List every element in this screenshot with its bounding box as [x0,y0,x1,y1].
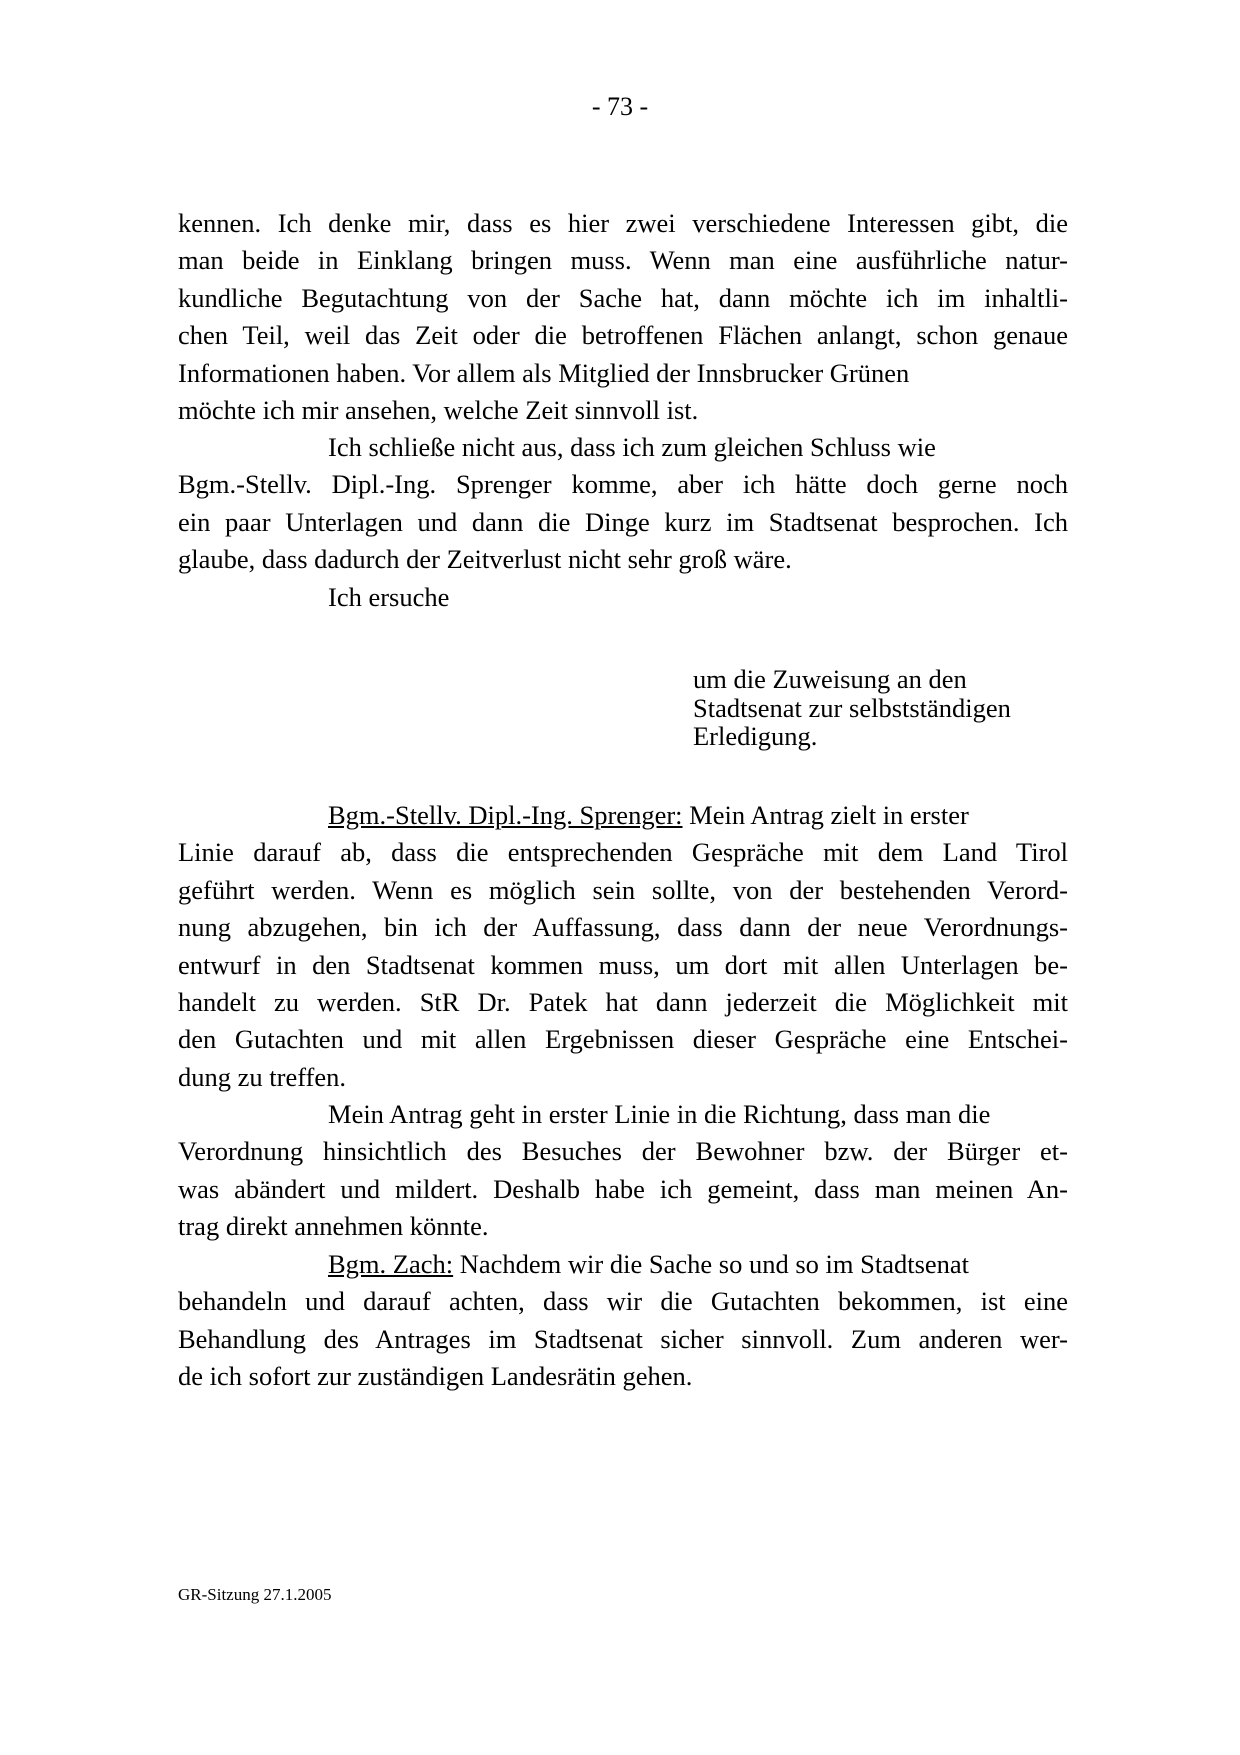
text-line: nung abzugehen, bin ich der Auffassung, dass dann der neue Verordnungs- [178,912,1068,943]
paragraph-doubt [178,429,1068,616]
text-line: Ich schließe nicht aus, dass ich zum gleichen Schluss wie [328,432,936,462]
request-line: um die Zuweisung an den [693,664,967,694]
text-line: trag direkt annehmen könnte. [178,1211,489,1242]
text-line: was abändert und mildert. Deshalb habe ich gemeint, dass man meinen An- [178,1173,1068,1204]
request-line: Erledigung. [693,721,818,751]
text-line: den Gutachten und mit allen Ergebnissen dieser Gespräche eine Entschei- [178,1024,1068,1055]
text-line: Verordnung hinsichtlich des Besuches der Bewohner bzw. der Bürger et- [178,1136,1068,1167]
text-line: kundliche Begutachtung von der Sache hat, dann möchte ich im inhaltli- [178,282,1068,313]
text-line: man beide in Einklang bringen muss. Wenn man eine ausführliche natur- [178,245,1068,276]
text-line: Mein Antrag geht in erster Linie in die Richtung, dass man die [328,1099,991,1129]
text-line [178,1246,1068,1283]
text-line: kennen. Ich denke mir, dass es hier zwei verschiedene Interessen gibt, die [178,208,1068,238]
text-line: möchte ich mir ansehen, welche Zeit sinnvoll ist. [178,395,699,426]
text-line: Bgm.-Stellv. Dipl.-Ing. Sprenger komme, aber ich hätte doch gerne noch [178,469,1068,500]
text-fragment: Nachdem wir die Sache so und so im Stadtsenat [453,1249,970,1279]
request-block [693,665,1073,751]
text-line [178,797,1068,834]
text-line: Ich ersuche [328,581,450,612]
speaker-name: Bgm. Zach: [328,1249,454,1279]
text-line: Informationen haben. Vor allem als Mitglied der Innsbrucker Grünen [178,357,910,388]
text-line: handelt zu werden. StR Dr. Patek hat dann jederzeit die Möglichkeit mit [178,987,1068,1018]
text-line: chen Teil, weil das Zeit oder die betroffenen Flächen anlangt, schon genaue [178,320,1068,351]
text-fragment: Mein Antrag zielt in erster [682,800,969,830]
speaker-name: Bgm.-Stellv. Dipl.-Ing. Sprenger: [328,800,683,830]
text-line: entwurf in den Stadtsenat kommen muss, um dort mit allen Unterlagen be- [178,949,1068,980]
text-line: glaube, dass dadurch der Zeitverlust nicht sehr groß wäre. [178,544,792,575]
page-number: - 73 - [591,92,649,121]
text-line: Linie darauf ab, dass die entsprechenden Gespräche mit dem Land Tirol [178,837,1068,868]
text-line: de ich sofort zur zuständigen Landesrätin gehen. [178,1361,693,1392]
footer-session-date: GR-Sitzung 27.1.2005 [178,1585,332,1604]
paragraph-zach [178,1246,1068,1396]
text-line: geführt werden. Wenn es möglich sein sollte, von der bestehenden Verord- [178,874,1068,905]
paragraph-continuation [178,205,1068,429]
paragraph-sprenger [178,797,1068,1096]
text-line: dung zu treffen. [178,1061,347,1092]
text-line: Behandlung des Antrages im Stadtsenat sicher sinnvoll. Zum anderen wer- [178,1323,1068,1354]
paragraph-antrag [178,1096,1068,1246]
text-line: ein paar Unterlagen und dann die Dinge kurz im Stadtsenat besprochen. Ich [178,506,1068,537]
request-line: Stadtsenat zur selbstständigen [693,692,1011,723]
text-line: behandeln und darauf achten, dass wir die Gutachten bekommen, ist eine [178,1286,1068,1317]
